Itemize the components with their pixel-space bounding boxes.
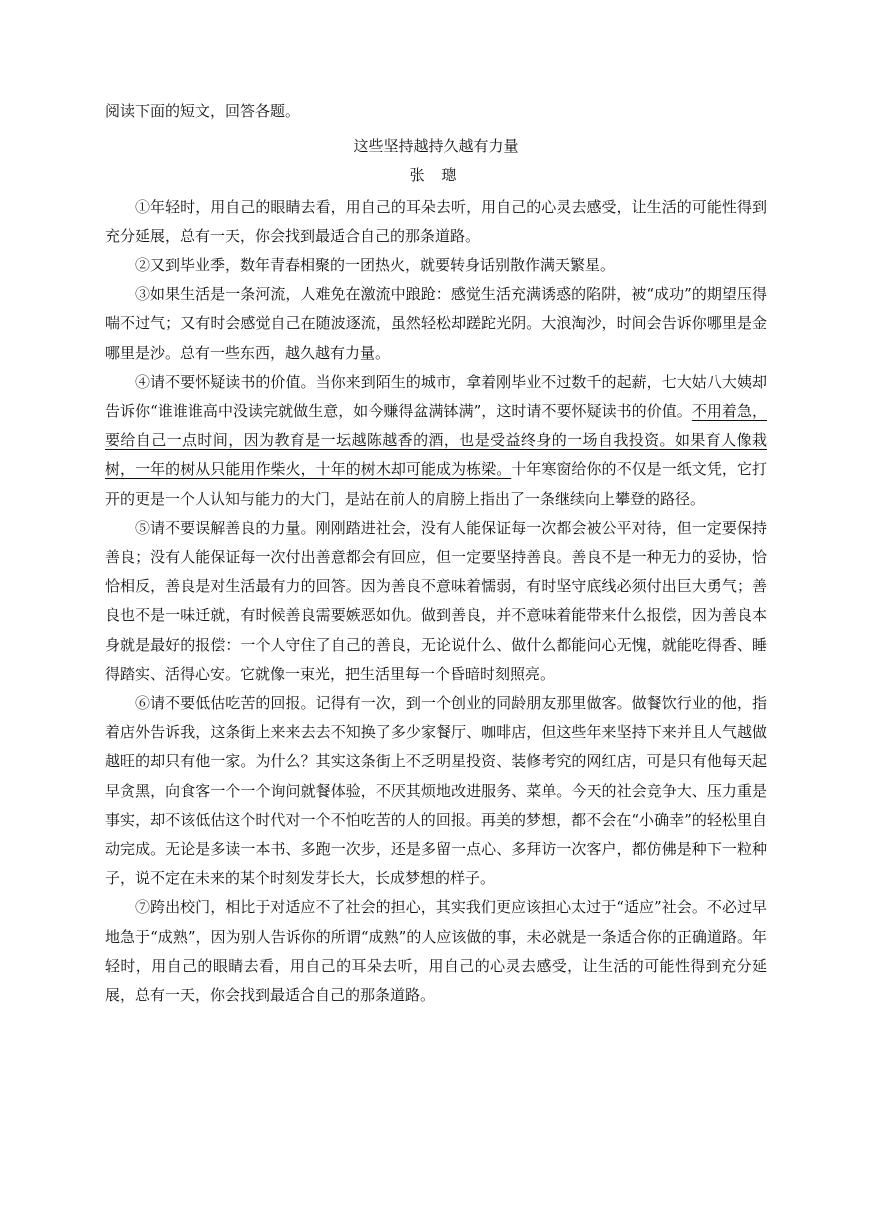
paragraph-4 [105, 368, 767, 514]
paragraph-6: ⑥请不要低估吃苦的回报。记得有一次，到一个创业的同龄朋友那里做客。做餐饮行业的他，指着店外告诉我，这条街上来来去去不知换了多少家餐厅、咖啡店，但这些年来坚持下来并且人气越做越旺的却只有他一家。为什么？其实这条街上不乏明星投资、装修考究的网红店，可是只有他每天起早贪黑，向食客一个一个询问就餐体验，不厌其烦地改进服务、菜单。今天的社会竞争大、压力重是事实，却不该低估这个时代对一个不怕吃苦的人的回报。再美的梦想，都不会在“小确幸”的轻松里自动完成。无论是多读一本书、多跑一次步，还是多留一点心、多拜访一次客户，都仿佛是种下一粒种子，说不定在未来的某个时刻发芽长大，长成梦想的样子。 [105, 694, 767, 888]
paragraph-4-lead: ④请不要怀疑读书的价值。当你来到陌生的城市，拿着刚毕业不过数千的起薪，七大姑八大姨却告诉你“谁谁谁高中没读完就做生意，如今赚得盆满钵满”，这时请不要怀疑读书的价值。 [105, 372, 767, 421]
paragraph-2: ②又到毕业季，数年青春相聚的一团热火，就要转身话别散作满天繁星。 [135, 256, 616, 275]
paragraph-1: ①年轻时，用自己的眼睛去看，用自己的耳朵去听，用自己的心灵去感受，让生活的可能性得到充分延展，总有一天，你会找到最适合自己的那条道路。 [105, 197, 767, 245]
reading-instruction: 阅读下面的短文，回答各题。 [105, 102, 301, 120]
paragraph-4-tail: 十年寒窗给你的不仅是一纸文凭，它打开的更是一个人认知与能力的大门，是站在前人的肩膀上指出了一条继续向上攀登的路径。 [105, 460, 767, 508]
article-author: 张 璁 [409, 166, 463, 185]
paragraph-3: ③如果生活是一条河流，人难免在激流中踉跄：感觉生活充满诱惑的陷阱，被“成功”的期望压得喘不过气；又有时会感觉自己在随波逐流，虽然轻松却蹉跎光阴。大浪淘沙，时间会告诉你哪里是金哪里是沙。总有一些东西，越久越有力量。 [105, 285, 767, 362]
paragraph-7: ⑦跨出校门，相比于对适应不了社会的担心，其实我们更应该担心太过于“适应”社会。不必过早地急于“成熟”，因为别人告诉你的所谓“成熟”的人应该做的事，未必就是一条适合你的正确道路。年轻时，用自己的眼睛去看，用自己的耳朵去听，用自己的心灵去感受，让生活的可能性得到充分延展，总有一天，你会找到最适合自己的那条道路。 [105, 898, 767, 1005]
paragraph-5: ⑤请不要误解善良的力量。刚刚踏进社会，没有人能保证每一次都会被公平对待，但一定要保持善良；没有人能保证每一次付出善意都会有回应，但一定要坚持善良。善良不是一种无力的妥协，恰恰相反，善良是对生活最有力的回答。因为善良不意味着懦弱，有时坚守底线必须付出巨大勇气；善良也不是一味迁就，有时候善良需要嫉恶如仇。做到善良，并不意味着能带来什么报偿，因为善良本身就是最好的报偿：一个人守住了自己的善良，无论说什么、做什么都能问心无愧，就能吃得香、睡得踏实、活得心安。它就像一束光，把生活里每一个昏暗时刻照亮。 [105, 518, 767, 683]
article-title: 这些坚持越持久越有力量 [353, 137, 519, 156]
underlined-sentence: 不用着急，要给自己一点时间，因为教育是一坛越陈越香的酒，也是受益终身的一场自我投资。如果育人像栽树，一年的树从只能用作柴火，十年的树木却可能成为栋梁。 [105, 402, 767, 479]
